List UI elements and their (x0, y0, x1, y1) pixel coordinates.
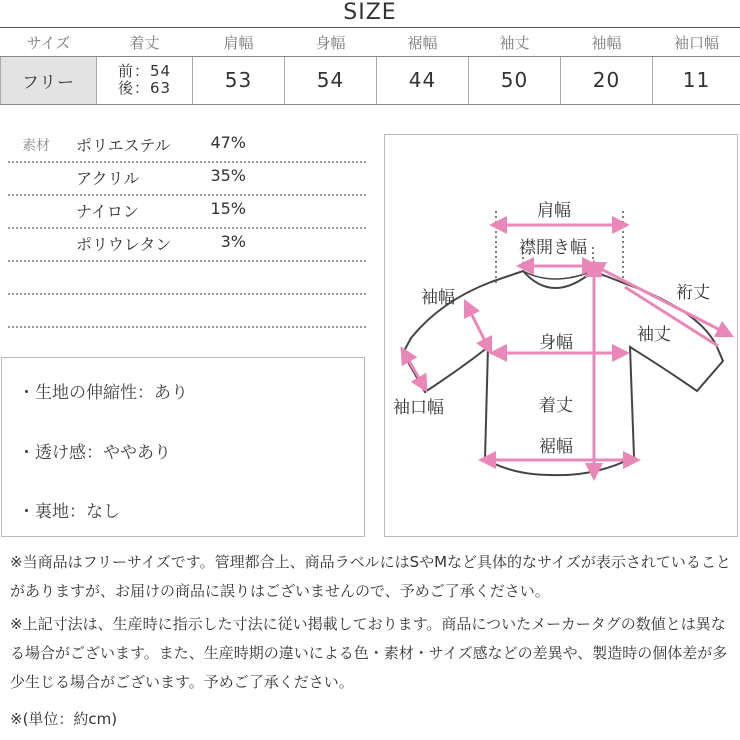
header-sleeve-length: 袖丈 (469, 29, 561, 56)
material-name: ポリウレタン (76, 235, 172, 254)
diagram-label-body-width: 身幅 (539, 333, 573, 353)
header-body-width: 身幅 (285, 29, 377, 56)
header-shoulder: 肩幅 (193, 29, 285, 56)
length-front: 前：54 (117, 62, 172, 80)
title-divider (0, 27, 740, 28)
size-name-cell: フリー (1, 56, 97, 104)
list-item (8, 163, 366, 196)
list-item (8, 130, 366, 163)
stretch-property: ・生地の伸縮性：あり (18, 383, 188, 403)
length-back: 後：63 (117, 79, 172, 97)
measurement-diagram (384, 134, 738, 537)
material-percent: 3% (220, 232, 246, 251)
list-item (8, 196, 366, 229)
diagram-label-neck: 襟開き幅 (519, 238, 587, 258)
material-percent: 15% (210, 199, 246, 218)
header-hem-width: 裾幅 (377, 29, 469, 56)
sleeve-width-value: 20 (561, 56, 653, 104)
fabric-properties-box (1, 357, 365, 537)
list-item (8, 229, 366, 262)
hem-width-value: 44 (377, 56, 469, 104)
table-row (1, 56, 740, 104)
diagram-label-cuff: 袖口幅 (393, 398, 444, 418)
note-measurements: ※上記寸法は、生産時に指示した寸法に従い掲載しております。商品についたメーカータグの数値とは異なる場合がございます。また、生産時期の違いによる色・素材・サイズ感などの差異や、製造時の個体差が多少生じる場合がございます。予めご了承ください。 (10, 615, 728, 691)
diagram-label-length: 着丈 (539, 396, 573, 416)
material-percent: 35% (210, 166, 246, 185)
diagram-label-yuki: 裄丈 (676, 283, 710, 303)
unit-note: ※(単位：約cm) (10, 710, 118, 728)
header-sleeve-width: 袖幅 (561, 29, 653, 56)
header-cuff-width: 袖口幅 (653, 29, 740, 56)
shoulder-value: 53 (193, 56, 285, 104)
header-length: 着丈 (97, 29, 193, 56)
empty-row (8, 262, 366, 295)
diagram-label-hem: 裾幅 (539, 437, 573, 457)
note-free-size: ※当商品はフリーサイズです。管理都合上、商品ラベルにはSやMなど具体的なサイズが表示されていることがありますが、お届けの商品に誤りはございませんので、予めご了承ください。 (10, 553, 731, 600)
header-size: サイズ (1, 29, 97, 56)
empty-row (8, 295, 366, 328)
materials-list (8, 130, 366, 328)
diagram-label-sleeve-width: 袖幅 (421, 288, 455, 308)
cuff-width-value: 11 (653, 56, 740, 104)
size-table-header (1, 29, 740, 56)
materials-label: 素材 (22, 138, 50, 154)
cuff-arrow (405, 354, 423, 385)
length-cell (97, 56, 193, 104)
lining-property: ・裏地：なし (18, 502, 120, 522)
diagram-label-sleeve-length: 袖丈 (637, 325, 671, 345)
notes (10, 548, 738, 701)
body-width-value: 54 (285, 56, 377, 104)
material-name: アクリル (76, 169, 140, 188)
size-table (0, 29, 740, 105)
material-name: ポリエステル (76, 136, 171, 155)
material-percent: 47% (210, 133, 246, 152)
page-title: SIZE (343, 0, 397, 25)
sheerness-property: ・透け感：ややあり (18, 443, 171, 463)
sleeve-width-arrow (468, 307, 488, 347)
material-name: ナイロン (76, 202, 139, 221)
sleeve-length-value: 50 (469, 56, 561, 104)
diagram-label-shoulder: 肩幅 (537, 201, 571, 221)
